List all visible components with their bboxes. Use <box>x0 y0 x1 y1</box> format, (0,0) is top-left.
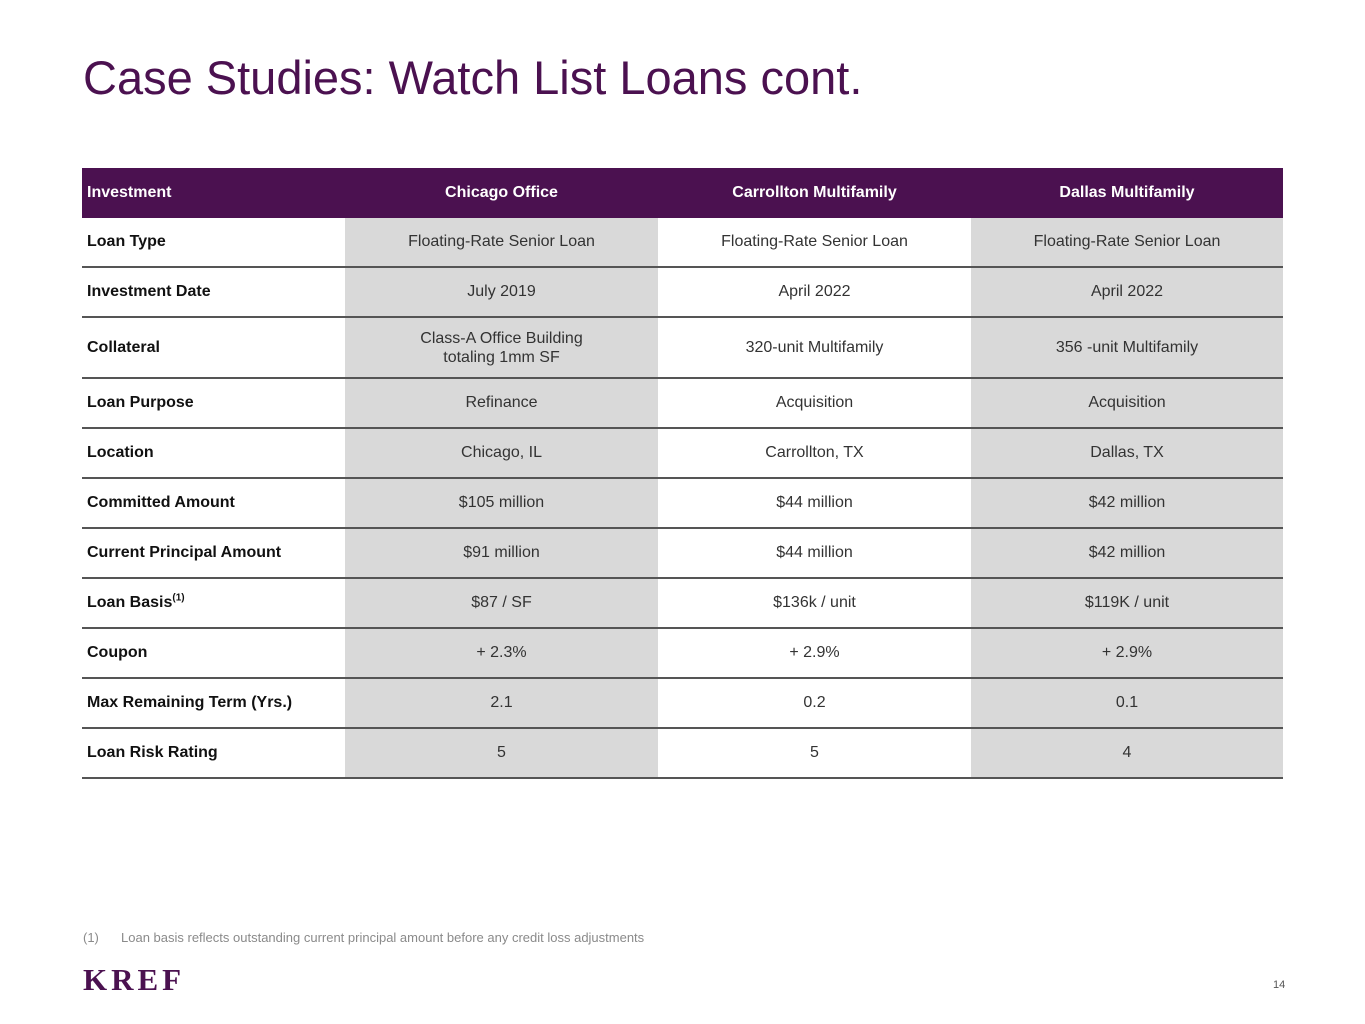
row-label: Committed Amount <box>82 478 345 528</box>
table-row-loan-basis <box>82 578 1283 628</box>
cell-chicago: + 2.3% <box>345 628 658 678</box>
cell-carrollton: 320-unit Multifamily <box>658 317 971 378</box>
cell-line-1: Class-A Office Building <box>420 329 583 347</box>
cell-chicago: July 2019 <box>345 267 658 317</box>
cell-chicago: $105 million <box>345 478 658 528</box>
cell-carrollton: $44 million <box>658 528 971 578</box>
table-row-investment-date <box>82 267 1283 317</box>
cell-dallas: 356 -unit Multifamily <box>971 317 1283 378</box>
cell-dallas: 4 <box>971 728 1283 778</box>
cell-dallas: $119K / unit <box>971 578 1283 628</box>
table-row-max-remaining-term <box>82 678 1283 728</box>
page-number: 14 <box>1273 979 1286 991</box>
header-dallas-multifamily: Dallas Multifamily <box>971 168 1283 218</box>
footnote <box>83 930 644 945</box>
cell-chicago: 5 <box>345 728 658 778</box>
table-row-current-principal <box>82 528 1283 578</box>
cell-chicago: 2.1 <box>345 678 658 728</box>
cell-dallas: $42 million <box>971 528 1283 578</box>
table-row-committed-amount <box>82 478 1283 528</box>
cell-carrollton: Floating-Rate Senior Loan <box>658 218 971 267</box>
watch-list-loans-table <box>82 168 1283 779</box>
cell-carrollton: 0.2 <box>658 678 971 728</box>
row-label: Investment Date <box>82 267 345 317</box>
cell-carrollton: Carrollton, TX <box>658 428 971 478</box>
row-label: Coupon <box>82 628 345 678</box>
cell-dallas: Acquisition <box>971 378 1283 428</box>
cell-carrollton: April 2022 <box>658 267 971 317</box>
page-title: Case Studies: Watch List Loans cont. <box>83 51 863 104</box>
table-row-collateral <box>82 317 1283 378</box>
row-label: Collateral <box>82 317 345 378</box>
cell-chicago <box>345 317 658 378</box>
cell-chicago: Floating-Rate Senior Loan <box>345 218 658 267</box>
table-row-loan-purpose <box>82 378 1283 428</box>
table-row-coupon <box>82 628 1283 678</box>
cell-dallas: 0.1 <box>971 678 1283 728</box>
cell-dallas: $42 million <box>971 478 1283 528</box>
row-label: Loan Risk Rating <box>82 728 345 778</box>
cell-dallas: Dallas, TX <box>971 428 1283 478</box>
cell-carrollton: Acquisition <box>658 378 971 428</box>
row-label: Loan Purpose <box>82 378 345 428</box>
cell-carrollton: $136k / unit <box>658 578 971 628</box>
cell-dallas: + 2.9% <box>971 628 1283 678</box>
table-row-location <box>82 428 1283 478</box>
row-label: Location <box>82 428 345 478</box>
header-carrollton-multifamily: Carrollton Multifamily <box>658 168 971 218</box>
footnote-text: Loan basis reflects outstanding current principal amount before any credit loss adjustments <box>121 930 645 945</box>
cell-carrollton: 5 <box>658 728 971 778</box>
cell-carrollton: + 2.9% <box>658 628 971 678</box>
row-label-text: Loan Basis <box>87 594 173 611</box>
header-investment: Investment <box>82 168 345 218</box>
row-label: Current Principal Amount <box>82 528 345 578</box>
cell-dallas: Floating-Rate Senior Loan <box>971 218 1283 267</box>
cell-dallas: April 2022 <box>971 267 1283 317</box>
row-label: Max Remaining Term (Yrs.) <box>82 678 345 728</box>
cell-chicago: $87 / SF <box>345 578 658 628</box>
cell-chicago: $91 million <box>345 528 658 578</box>
header-chicago-office: Chicago Office <box>345 168 658 218</box>
table-row-loan-risk-rating <box>82 728 1283 778</box>
cell-line-2: totaling 1mm SF <box>443 348 560 366</box>
row-label: Loan Type <box>82 218 345 267</box>
row-label <box>82 578 345 628</box>
cell-carrollton: $44 million <box>658 478 971 528</box>
cell-chicago: Refinance <box>345 378 658 428</box>
kref-logo: KREF <box>83 962 186 997</box>
table-header-row <box>82 168 1283 218</box>
footnote-number: (1) <box>83 930 99 945</box>
footnote-marker: (1) <box>172 592 185 604</box>
cell-chicago: Chicago, IL <box>345 428 658 478</box>
table-row-loan-type <box>82 218 1283 267</box>
